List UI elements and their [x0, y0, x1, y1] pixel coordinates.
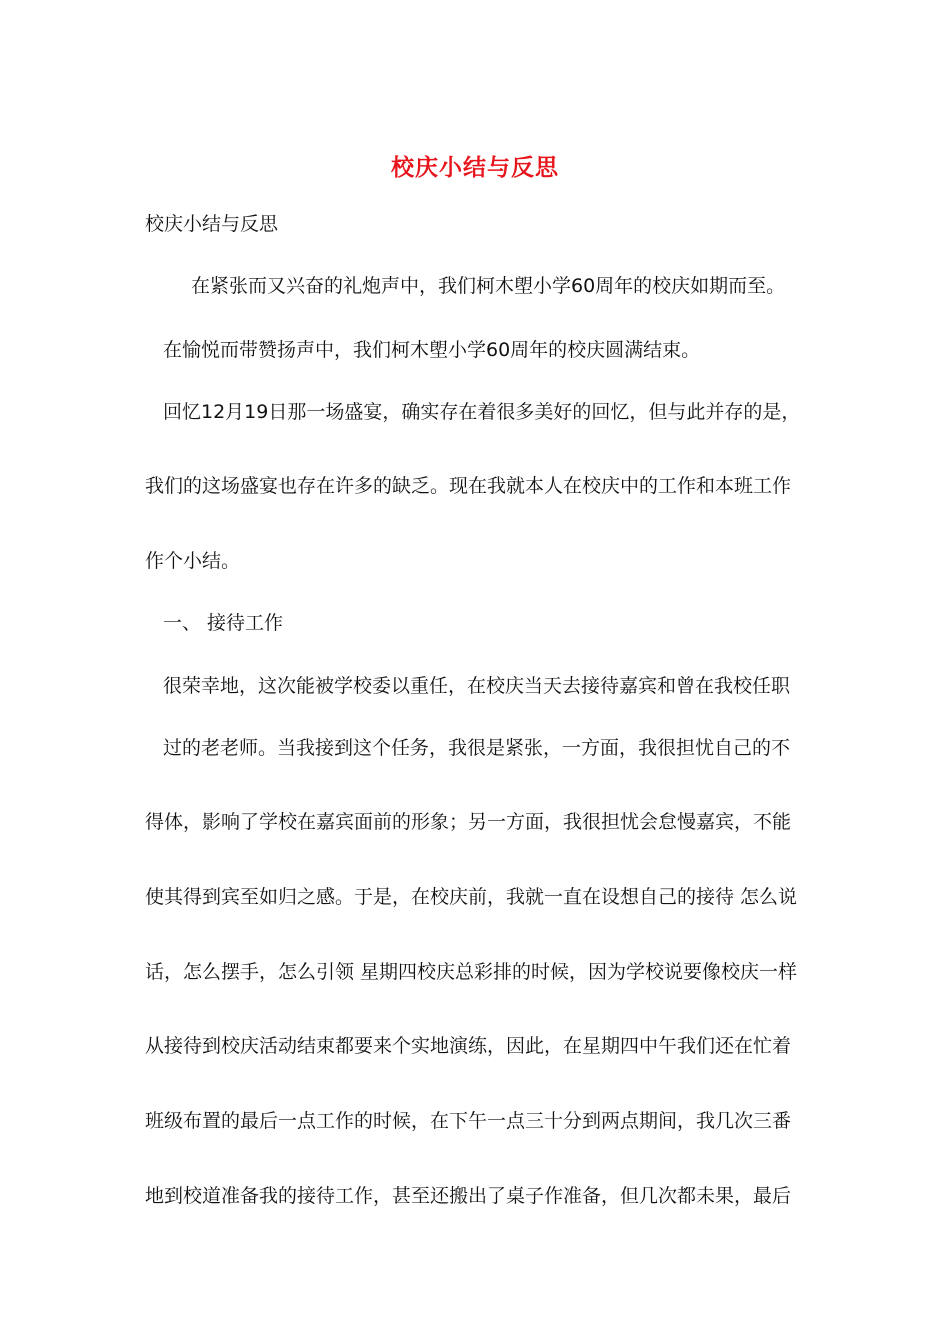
paragraph-line: 话，怎么摆手，怎么引领 星期四校庆总彩排的时候，因为学校说要像校庆一样	[145, 961, 798, 983]
paragraph-line: 使其得到宾至如归之感。于是，在校庆前，我就一直在设想自己的接待 怎么说	[145, 886, 798, 908]
paragraph-line: 在愉悦而带赞扬声中，我们柯木塱小学60周年的校庆圆满结束。	[163, 339, 701, 361]
paragraph-line: 班级布置的最后一点工作的时候，在下午一点三十分到两点期间，我几次三番	[145, 1110, 792, 1132]
paragraph-line: 我们的这场盛宴也存在许多的缺乏。现在我就本人在校庆中的工作和本班工作	[145, 475, 792, 497]
paragraph-line: 得体，影响了学校在嘉宾面前的形象；另一方面，我很担忧会怠慢嘉宾，不能	[145, 811, 792, 833]
paragraph-line: 从接待到校庆活动结束都要来个实地演练，因此，在星期四中午我们还在忙着	[145, 1035, 792, 1057]
section-heading: 一、 接待工作	[163, 612, 284, 634]
paragraph-line: 很荣幸地，这次能被学校委以重任，在校庆当天去接待嘉宾和曾在我校任职	[163, 675, 791, 697]
document-subtitle: 校庆小结与反思	[145, 213, 279, 235]
paragraph-line: 地到校道准备我的接待工作，甚至还搬出了桌子作准备，但几次都未果，最后	[145, 1185, 792, 1207]
document-title: 校庆小结与反思	[391, 154, 559, 181]
paragraph-line: 作个小结。	[145, 550, 241, 572]
paragraph-line: 过的老老师。当我接到这个任务，我很是紧张，一方面，我很担忧自己的不	[163, 737, 791, 759]
paragraph-line: 在紧张而又兴奋的礼炮声中，我们柯木塱小学60周年的校庆如期而至。	[191, 275, 786, 297]
paragraph-line: 回忆12月19日那一场盛宴，确实存在着很多美好的回忆，但与此并存的是，	[163, 401, 801, 423]
